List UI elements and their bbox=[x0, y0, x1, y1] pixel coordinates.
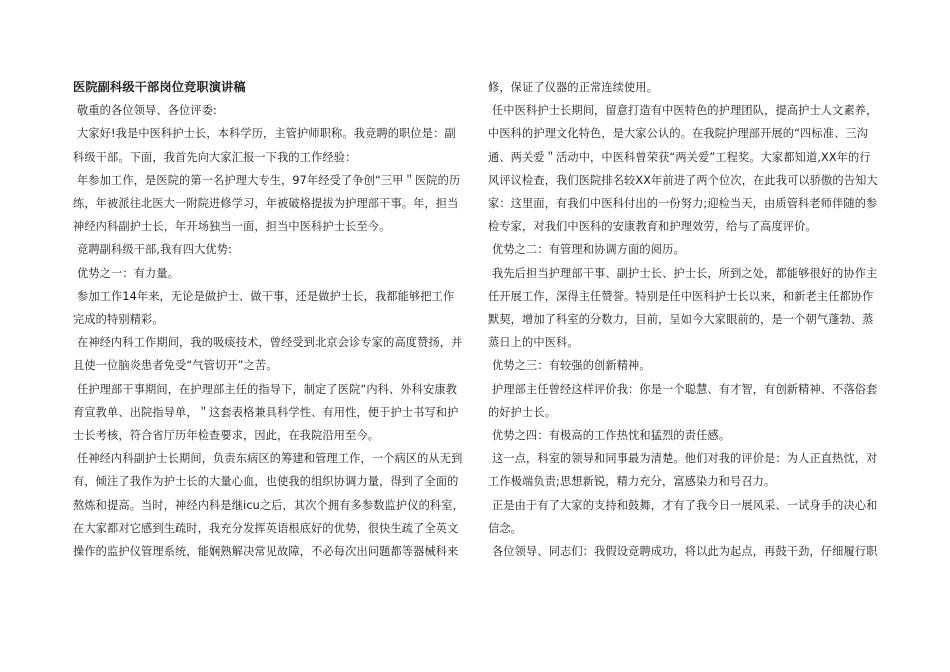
paragraph: 护理部主任曾经这样评价我：你是一个聪慧、有才智，有创新精神、不落俗套的好护士长。 bbox=[488, 382, 878, 419]
paragraph: 竞聘副科级干部,我有四大优势: bbox=[77, 243, 233, 257]
paragraph: 年参加工作，是医院的第一名护理大专生，97年经受了争创“三甲＂医院的历练，年被派往北医大一附院进修学习，年被破格提拔为护理部干事。年，担当神经内科副护士长，年开场独当一面，担当中医科护士长至今。 bbox=[73, 173, 461, 234]
paragraph: 大家好!我是中医科护士长，本科学历，主管护师职称。我竞聘的职位是：副科级干部。下面，我首先向大家汇报一下我的工作经验： bbox=[73, 127, 456, 164]
paragraph: 任中医科护士长期间，留意打造有中医特色的护理团队，提高护士人文素养，中医科的护理文化特色，是大家公认的。在我院护理部开展的“四标准、三沟通、两关爱＂活动中，中医科曾荣获“两关爱”工程奖。大家都知道,XX年的行风评议检查，我们医院排名较XX年前进了两个位次，在此我可以骄傲的告知大家：这里面，有我们中医科付出的一份努力;迎检当天，由质管科老师伴随的参检专家，对我们中医科的安康教育和护理效劳，给与了高度评价。 bbox=[488, 104, 878, 234]
paragraph: 优势之三：有较强的创新精神。 bbox=[492, 359, 651, 373]
paragraph: 我先后担当护理部干事、副护士长、护士长，所到之处，都能够很好的协作主任开展工作，深得主任赞誉。特别是任中医科护士长以来，和新老主任都协作默契，增加了科室的分数力，目前，呈如今大家眼前的，是一个朝气蓬勃、蒸蒸日上的中医科。 bbox=[488, 266, 878, 350]
right-column bbox=[488, 76, 878, 563]
paragraph: 优势之二：有管理和协调方面的阅历。 bbox=[492, 243, 685, 257]
paragraph: 在神经内科工作期间，我的吸痰技术，曾经受到北京会诊专家的高度赞扬，并且使一位脑炎患者免受“气管切开”之苦。 bbox=[73, 336, 463, 373]
paragraph: 任神经内科副护士长期间，负责东病区的筹建和管理工作，一个病区的从无到有，倾注了我作为护士长的大量心血，也使我的组织协调力量，得到了全面的熬炼和提高。当时，神经内科是继icu之后，其次个拥有多参数监护仪的科室，在大家都对它感到生疏时，我充分发挥英语根底好的优势，很快生疏了全英文操作的监护仪管理系统，能娴熟解决常见故障，不必每次出问题都等器械科来 bbox=[73, 452, 464, 559]
paragraph: 任护理部干事期间，在护理部主任的指导下，制定了医院“内科、外科安康教育宣教单、出院指导单，＂这套表格兼具科学性、有用性，便于护士书写和护士长考核，符合省厅历年检查要求，因此，在我院沿用至今。 bbox=[73, 382, 459, 443]
paragraph: 优势之四：有极高的工作热忱和猛烈的责任感。 bbox=[492, 429, 731, 443]
paragraph: 敬重的各位领导、各位评委: bbox=[77, 104, 217, 118]
paragraph: 参加工作14年来，无论是做护士、做干事，还是做护士长，我都能够把工作完成的特别精彩。 bbox=[73, 289, 455, 327]
paragraph: 优势之一：有力量。 bbox=[77, 266, 180, 280]
left-column bbox=[73, 76, 465, 563]
paragraph: 正是由于有了大家的支持和鼓舞，才有了我今日一展风采、一试身手的决心和信念。 bbox=[488, 498, 878, 535]
paragraph: 各位领导、同志们：我假设竞聘成功，将以此为起点，再鼓干劲，仔细履行职 bbox=[492, 545, 878, 559]
document-title: 医院副科级干部岗位竞职演讲稿 bbox=[73, 80, 246, 94]
paragraph: 修，保证了仪器的正常连续使用。 bbox=[488, 81, 659, 94]
paragraph: 这一点，科室的领导和同事最为清楚。他们对我的评价是：为人正直热忱，对工作极端负责;思想新锐，精力充分，富感染力和号召力。 bbox=[488, 452, 878, 489]
